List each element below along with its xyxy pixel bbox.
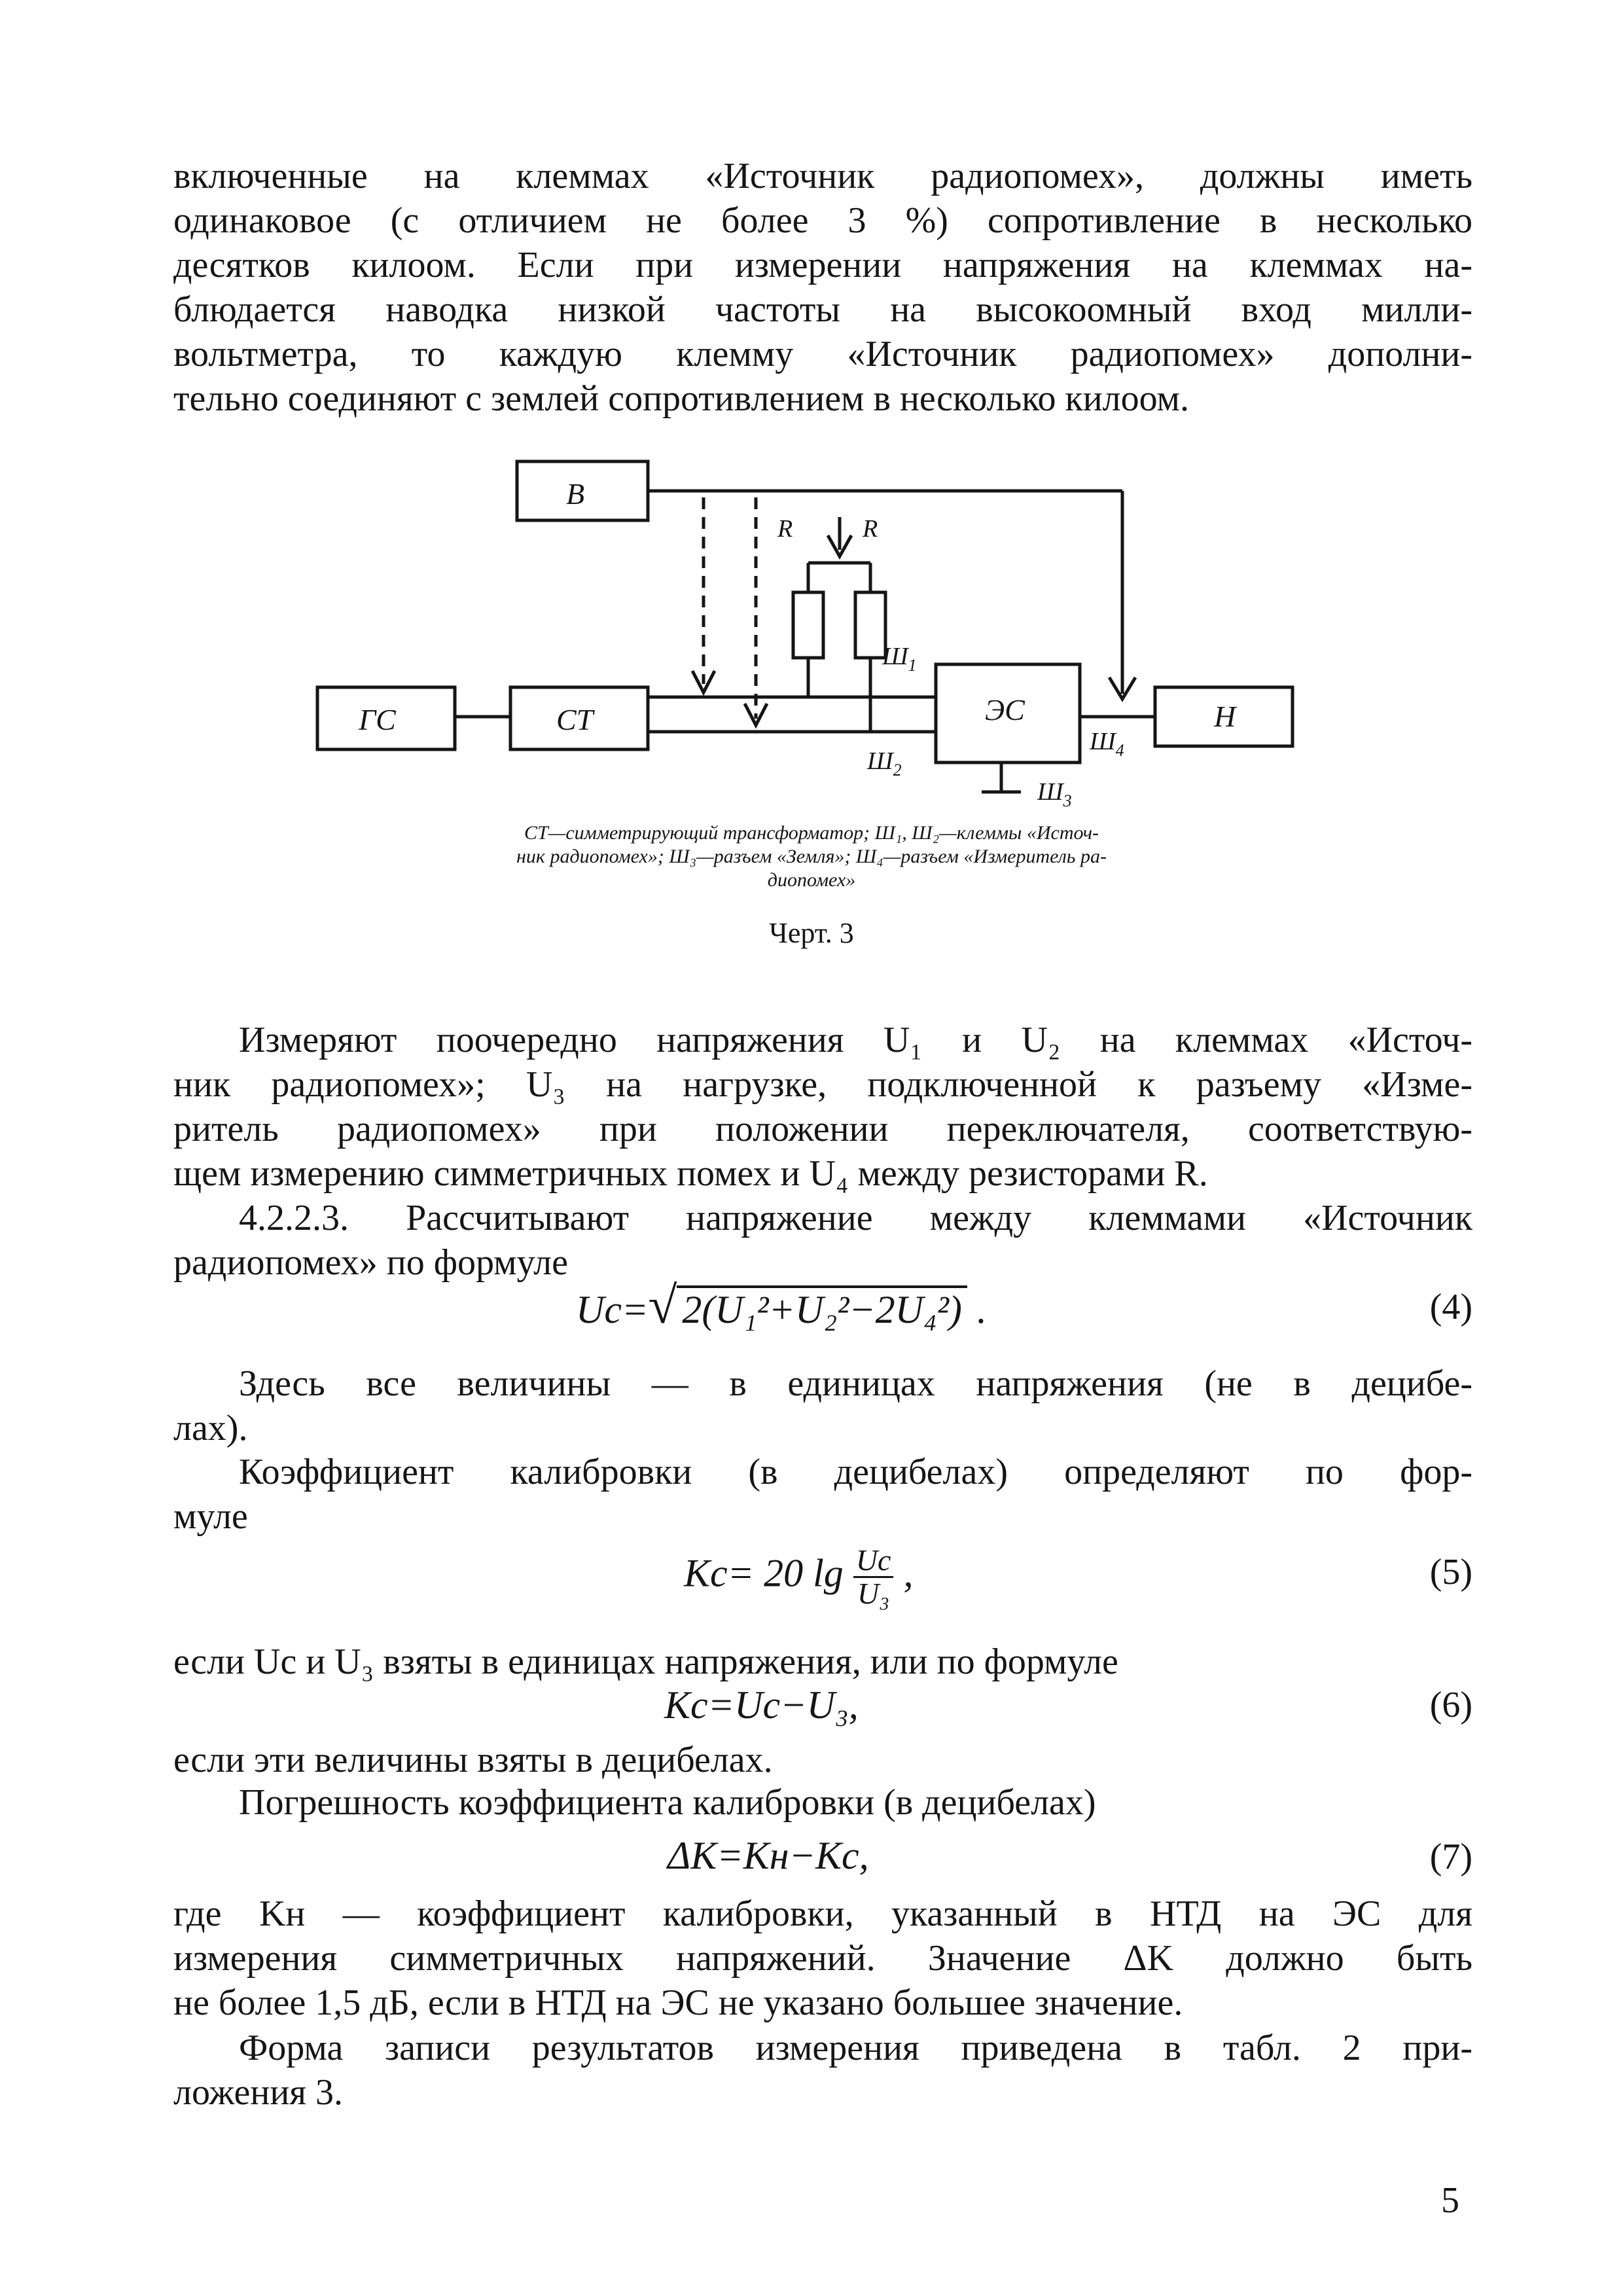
terminal-sh3-label: $Ш_3$	[1037, 778, 1072, 810]
decibel-condition	[173, 1738, 1472, 1782]
formula-5	[684, 1545, 913, 1609]
equation-number-4: (4)	[1429, 1287, 1472, 1327]
text-line: ритель радиопомех» при положении переключателя, соответствую-	[173, 1109, 1472, 1149]
caption-line: диопомех»	[767, 869, 856, 891]
units-paragraph	[173, 1361, 1472, 1450]
text-line: блюдается наводка низкой частоты на высокоомный вход милли-	[173, 289, 1472, 330]
resistor-2	[855, 592, 885, 658]
text-line: 4.2.2.3. Рассчитывают напряжение между клеммами «Источник	[239, 1198, 1472, 1238]
block-es-label: ЭС	[985, 693, 1025, 726]
terminal-sh4-label: $Ш_4$	[1090, 728, 1124, 760]
resistor-1	[793, 592, 823, 658]
text-line: муле	[173, 1496, 248, 1537]
text-line: измерения симметричных напряжений. Значение ΔK должно быть	[173, 1938, 1472, 1979]
caption-line: СТ—симметрирующий трансформатор; Ш₁, Ш₂—клеммы «Источ-	[524, 822, 1099, 844]
error-paragraph	[173, 1780, 1472, 1825]
figure-label: Черт. 3	[769, 917, 854, 949]
text-line: Измеряют поочередно напряжения U₁ и U₂ на клеммах «Источ-	[239, 1020, 1472, 1060]
clause-4-2-2-3	[173, 1196, 1472, 1285]
text-line: Здесь все величины — в единицах напряжения (не в децибе-	[239, 1363, 1472, 1404]
text-line: ложения 3.	[173, 2072, 344, 2113]
formula-5-denominator: U₃	[857, 1577, 890, 1610]
terminal-sh1-label: $Ш_1$	[882, 643, 917, 675]
formula-5-fraction	[853, 1545, 894, 1609]
block-st-label: СТ	[556, 703, 594, 736]
caption-line: ник радиопомех»; Ш₃—разъем «Земля»; Ш₄—разъем «Измеритель ра-	[516, 846, 1107, 867]
formula-4-radicand: 2(U₁²+U₂²−2U₄²)	[677, 1285, 967, 1331]
block-n-label: Н	[1214, 700, 1236, 733]
text-line: ник радиопомех»; U₃ на нагрузке, подключенной к разъему «Изме-	[173, 1064, 1472, 1105]
block-b-label: В	[566, 477, 585, 511]
form-reference	[173, 2026, 1472, 2115]
text-line: Форма записи результатов измерения приведена в табл. 2 при-	[239, 2028, 1472, 2068]
text-line: Погрешность коэффициента калибровки (в децибелах)	[239, 1782, 1096, 1823]
equation-number-5: (5)	[1429, 1552, 1472, 1592]
text-line: вольтметра, то каждую клемму «Источник радиопомех» дополни-	[173, 334, 1472, 374]
sqrt-sign: √	[648, 1277, 677, 1335]
text-line: если эти величины взяты в децибелах.	[173, 1740, 773, 1780]
resistor-label-left: R	[777, 515, 793, 543]
text-line: одинаковое (с отличием не более 3 %) сопротивление в несколько	[173, 200, 1472, 241]
page-number: 5	[1441, 2180, 1459, 2221]
text-line: тельно соединяют с землей сопротивлением в несколько килоом.	[173, 378, 1189, 419]
equation-number-6: (6)	[1429, 1685, 1472, 1725]
text-line: включенные на клеммах «Источник радиопомех», должны иметь	[173, 156, 1472, 196]
measure-paragraph	[173, 1018, 1472, 1196]
text-line: где Kн — коэффициент калибровки, указанный в НТД на ЭС для	[173, 1893, 1472, 1934]
text-line: лах).	[173, 1408, 248, 1448]
text-line: десятков килоом. Если при измерении напряжения на клеммах на-	[173, 245, 1472, 285]
formula-4-tail: .	[976, 1288, 987, 1331]
formula-6: Kc=Uc−U₃,	[664, 1683, 859, 1727]
formula-7: ΔK=Kн−Kc,	[668, 1834, 869, 1877]
circuit-diagram	[0, 0, 1623, 916]
terminal-sh2-label: $Ш_2$	[867, 747, 902, 780]
kn-definition	[173, 1892, 1472, 2025]
text-line: радиопомех» по формуле	[173, 1242, 568, 1283]
text-line: щем измерению симметричных помех и U₄ между резисторами R.	[173, 1153, 1208, 1194]
units-condition	[173, 1640, 1472, 1684]
text-line: Коэффициент калибровки (в децибелах) определяют по фор-	[239, 1452, 1472, 1492]
equation-number-7: (7)	[1429, 1837, 1472, 1877]
block-gs-label: ГС	[359, 703, 396, 736]
formula-4	[576, 1277, 987, 1335]
formula-5-numerator: Uc	[853, 1545, 894, 1578]
formula-5-tail: ,	[903, 1551, 914, 1595]
resistor-label-right: R	[863, 515, 878, 543]
text-line: если Uc и U₃ взяты в единицах напряжения, или по формуле	[173, 1641, 1118, 1682]
formula-4-lhs: Uc=	[576, 1288, 649, 1331]
formula-5-lhs: Kc= 20 lg	[684, 1551, 844, 1595]
figure-caption	[308, 821, 1315, 892]
coefficient-paragraph	[173, 1450, 1472, 1539]
text-line: не более 1,5 дБ, если в НТД на ЭС не указано большее значение.	[173, 1982, 1183, 2023]
